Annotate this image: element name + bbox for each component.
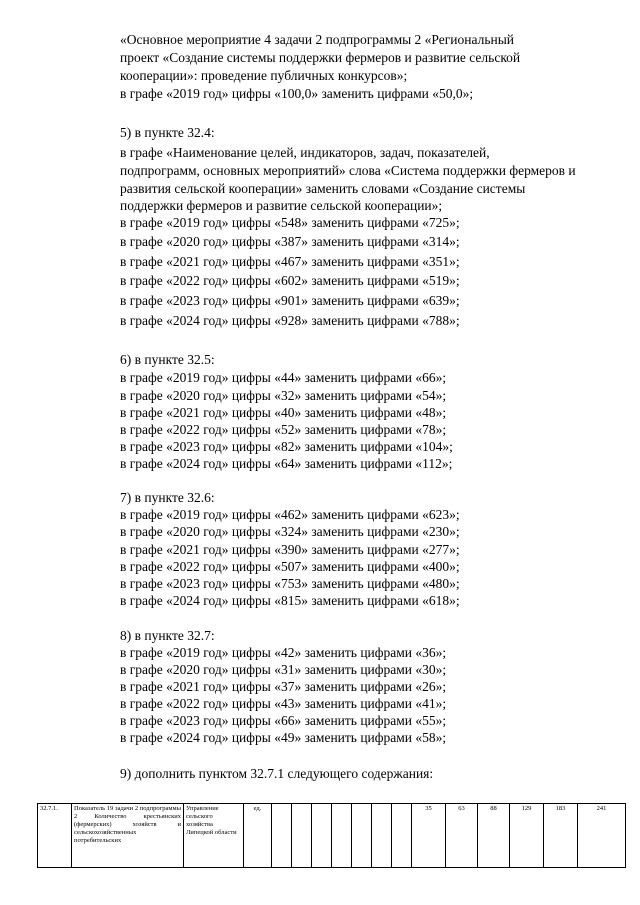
- section-6-line: в графе «2023 год» цифры «82» заменить цифрами «104»;: [120, 439, 453, 454]
- cell-indicator-name: Показатель 19 задачи 2 подпрограммы 2 Количество крестьянских (фермерских) хозяйств и сельскохозяйственных потребительских: [72, 804, 184, 868]
- section-8-line: в графе «2022 год» цифры «43» заменить цифрами «41»;: [120, 696, 447, 711]
- section-5-text-2: подпрограмм, основных мероприятий» слова «Система поддержки фермеров и: [120, 163, 576, 178]
- section-5-text-3: развития сельской кооперации» заменить словами «Создание системы: [120, 181, 526, 196]
- section-7-heading: 7) в пункте 32.6:: [120, 490, 215, 505]
- section-5-line: в графе «2021 год» цифры «467» заменить цифрами «351»;: [120, 254, 460, 269]
- section-9-heading: 9) дополнить пунктом 32.7.1 следующего содержания:: [120, 766, 434, 781]
- section-8-heading: 8) в пункте 32.7:: [120, 628, 215, 643]
- cell-2024: 241: [578, 804, 626, 868]
- section-5-line: в графе «2019 год» цифры «548» заменить цифрами «725»;: [120, 215, 460, 230]
- section-5-text-4: поддержки фермеров и развитие сельской кооперации»;: [120, 198, 443, 213]
- section-7-line: в графе «2024 год» цифры «815» заменить цифрами «618»;: [120, 593, 460, 608]
- cell-number: 32.7.1.: [38, 804, 72, 868]
- section-6-heading: 6) в пункте 32.5:: [120, 352, 215, 367]
- cell-2022: 129: [510, 804, 544, 868]
- cell-unit: ед.: [244, 804, 272, 868]
- section-5-line: в графе «2023 год» цифры «901» заменить цифрами «639»;: [120, 293, 460, 308]
- table-row: [38, 804, 626, 868]
- cell-empty: [312, 804, 332, 868]
- cell-2019: 35: [412, 804, 446, 868]
- cell-empty: [332, 804, 352, 868]
- cell-executor: Управление сельского хозяйства Липецкой области: [184, 804, 244, 868]
- cell-empty: [272, 804, 292, 868]
- section-7-line: в графе «2019 год» цифры «462» заменить цифрами «623»;: [120, 507, 460, 522]
- cell-empty: [352, 804, 372, 868]
- section-6-line: в графе «2022 год» цифры «52» заменить цифрами «78»;: [120, 422, 447, 437]
- section-8-line: в графе «2020 год» цифры «31» заменить цифрами «30»;: [120, 662, 447, 677]
- intro-line-2: проект «Создание системы поддержки фермеров и развитие сельской: [120, 50, 521, 65]
- section-5-line: в графе «2022 год» цифры «602» заменить цифрами «519»;: [120, 273, 460, 288]
- cell-2023: 183: [544, 804, 578, 868]
- cell-2021: 88: [478, 804, 510, 868]
- section-5-text-1: в графе «Наименование целей, индикаторов, задач, показателей,: [120, 145, 490, 160]
- section-8-line: в графе «2024 год» цифры «49» заменить цифрами «58»;: [120, 730, 447, 745]
- section-6-line: в графе «2020 год» цифры «32» заменить цифрами «54»;: [120, 388, 447, 403]
- section-8-line: в графе «2021 год» цифры «37» заменить цифрами «26»;: [120, 679, 447, 694]
- cell-empty: [292, 804, 312, 868]
- section-6-line: в графе «2024 год» цифры «64» заменить цифрами «112»;: [120, 456, 453, 471]
- cell-2020: 63: [446, 804, 478, 868]
- section-6-line: в графе «2019 год» цифры «44» заменить цифрами «66»;: [120, 370, 447, 385]
- intro-line-3: кооперации»: проведение публичных конкурсов»;: [120, 68, 408, 83]
- cell-empty: [392, 804, 412, 868]
- section-7-line: в графе «2023 год» цифры «753» заменить цифрами «480»;: [120, 576, 460, 591]
- indicator-table: [37, 803, 626, 868]
- section-5-heading: 5) в пункте 32.4:: [120, 125, 215, 140]
- section-5-line: в графе «2024 год» цифры «928» заменить цифрами «788»;: [120, 313, 460, 328]
- intro-line-1: «Основное мероприятие 4 задачи 2 подпрограммы 2 «Региональный: [120, 32, 515, 47]
- section-6-line: в графе «2021 год» цифры «40» заменить цифрами «48»;: [120, 405, 447, 420]
- section-8-line: в графе «2023 год» цифры «66» заменить цифрами «55»;: [120, 713, 447, 728]
- section-7-line: в графе «2021 год» цифры «390» заменить цифрами «277»;: [120, 542, 460, 557]
- cell-empty: [372, 804, 392, 868]
- section-8-line: в графе «2019 год» цифры «42» заменить цифрами «36»;: [120, 645, 447, 660]
- section-7-line: в графе «2022 год» цифры «507» заменить цифрами «400»;: [120, 559, 460, 574]
- section-5-line: в графе «2020 год» цифры «387» заменить цифрами «314»;: [120, 234, 460, 249]
- section-7-line: в графе «2020 год» цифры «324» заменить цифрами «230»;: [120, 524, 460, 539]
- intro-line-4: в графе «2019 год» цифры «100,0» заменить цифрами «50,0»;: [120, 86, 474, 101]
